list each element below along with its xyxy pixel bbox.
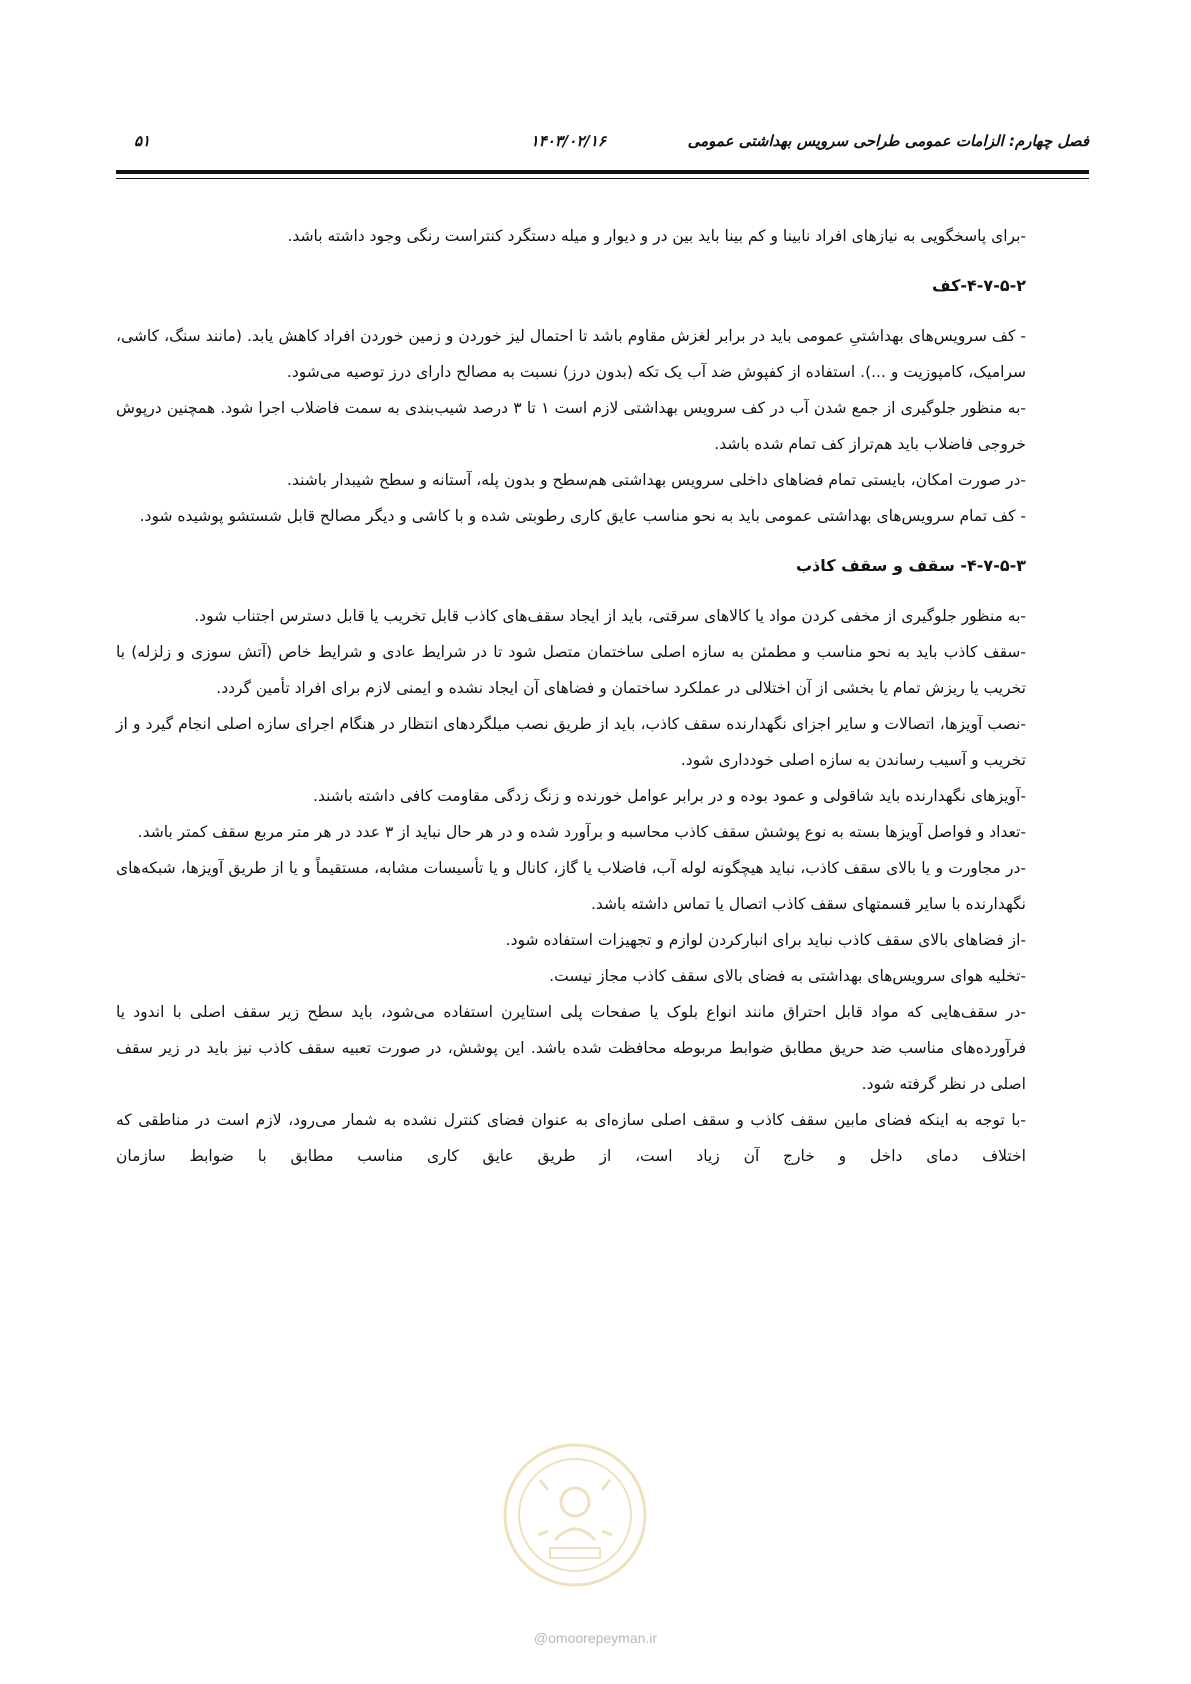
header-rule-thick <box>116 170 1089 174</box>
paragraph: -تعداد و فواصل آویزها بسته به نوع پوشش سقف کاذب محاسبه و برآورد شده و در هر حال نباید از ۳ عدد در هر متر مربع سقف کمتر باشد. <box>137 823 1026 841</box>
paragraph: -به منظور جلوگیری از مخفی کردن مواد یا کالاهای سرقتی، باید از ایجاد سقف‌های کاذب قابل تخریب یا قابل دسترس اجتناب شود. <box>194 607 1026 625</box>
paragraph: -در صورت امکان، بایستی تمام فضاهای داخلی سرویس بهداشتی هم‌سطح و بدون پله، آستانه و سطح شیبدار باشند. <box>287 471 1026 489</box>
paragraph: -نصب آویزها، اتصالات و سایر اجزای نگهدارنده سقف کاذب، باید از طریق نصب میلگردهای انتظار در هنگام اجرای سازه اصلی انجام گیرد و از تخریب و آسیب رساندن به سازه اصلی خودداری شود. <box>116 715 1026 769</box>
section-heading-ceiling: ۴-۷-۵-۳- سقف و سقف کاذب <box>795 556 1026 575</box>
paragraph: -برای پاسخگویی به نیازهای افراد نابینا و کم بینا باید بین در و دیوار و میله دستگرد کنتراست رنگی وجود داشته باشد. <box>287 227 1026 245</box>
paragraph: -به منظور جلوگیری از جمع شدن آب در کف سرویس بهداشتی لازم است ۱ تا ۳ درصد شیب‌بندی به سمت فاضلاب اجرا شود. همچنین درپوش خروجی فاضلاب باید هم‌تراز کف تمام شده باشد. <box>116 399 1026 453</box>
paragraph: - کف تمام سرویس‌های بهداشتی عمومی باید به نحو مناسب عایق کاری رطوبتی شده و با کاشی و دیگر مصالح قابل شستشو پوشیده شود. <box>139 507 1026 525</box>
watermark-seal-icon <box>500 1440 650 1590</box>
header-rule-thin <box>116 178 1089 179</box>
paragraph: -تخلیه هوای سرویس‌های بهداشتی به فضای بالای سقف کاذب مجاز نیست. <box>549 967 1026 985</box>
paragraph: -از فضاهای بالای سقف کاذب نباید برای انبارکردن لوازم و تجهیزات استفاده شود. <box>505 931 1026 949</box>
chapter-title: فصل چهارم: الزامات عمومی طراحی سرویس بهداشتی عمومی <box>687 132 1089 150</box>
page-body <box>116 218 1026 1174</box>
paragraph: - کف سرویس‌های بهداشتیِ عمومی باید در برابر لغزش مقاوم باشد تا احتمال لیز خوردن و زمین خوردن افراد کاهش یابد. (مانند سنگ، کاشی، سرامیک، کامپوزیت و ...). استفاده از کفپوش ضد آب یک تکه (بدون درز) نسبت به مصالح دارای درز توصیه می‌شود. <box>116 327 1026 381</box>
paragraph: -سقف کاذب باید به نحو مناسب و مطمئن به سازه اصلی ساختمان متصل شود تا در شرایط عادی و شرایط خاص (آتش سوزی و زلزله) با تخریب یا ریزش تمام یا بخشی از آن اختلالی در عملکرد ساختمان و فضاهای آن ایجاد نشده و ایمنی لازم برای افراد تأمین گردد. <box>116 643 1026 697</box>
header-date: ۱۴۰۳/۰۲/۱۶ <box>530 132 606 150</box>
section-heading-floor: ۴-۷-۵-۲-کف <box>932 276 1026 295</box>
paragraph: -با توجه به اینکه فضای مابین سقف کاذب و سقف اصلی سازه‌ای به عنوان فضای کنترل نشده به شمار می‌رود، لازم است در مناطقی که اختلاف دمای داخل و خارج آن زیاد است، از طریق عایق کاری مناسب مطابق با ضوابط سازمان <box>116 1111 1026 1165</box>
paragraph: -در مجاورت و یا بالای سقف کاذب، نباید هیچگونه لوله آب، فاضلاب یا گاز، کانال و یا تأسیسات مشابه، مستقیماً و یا از طریق آویزها، شبکه‌های نگهدارنده با سایر قسمتهای سقف کاذب اتصال یا تماس داشته باشد. <box>116 859 1026 913</box>
page-number: ۵۱ <box>134 132 151 150</box>
watermark-url: @omoorepeyman.ir <box>533 1630 658 1646</box>
paragraph: -آویزهای نگهدارنده باید شاقولی و عمود بوده و در برابر عوامل خورنده و زنگ زدگی مقاومت کافی داشته باشند. <box>313 787 1026 805</box>
page-header <box>116 132 1089 162</box>
paragraph: -در سقف‌هایی که مواد قابل احتراق مانند انواع بلوک یا صفحات پلی استایرن استفاده می‌شود، باید سطح زیر سقف اصلی با اندود یا فرآورده‌های مناسب ضد حریق مطابق ضوابط مربوطه محافظت شده باشد. این پوشش، در صورت تعبیه سقف کاذب نیز باید در زیر سقف اصلی در نظر گرفته شود. <box>116 1003 1026 1093</box>
